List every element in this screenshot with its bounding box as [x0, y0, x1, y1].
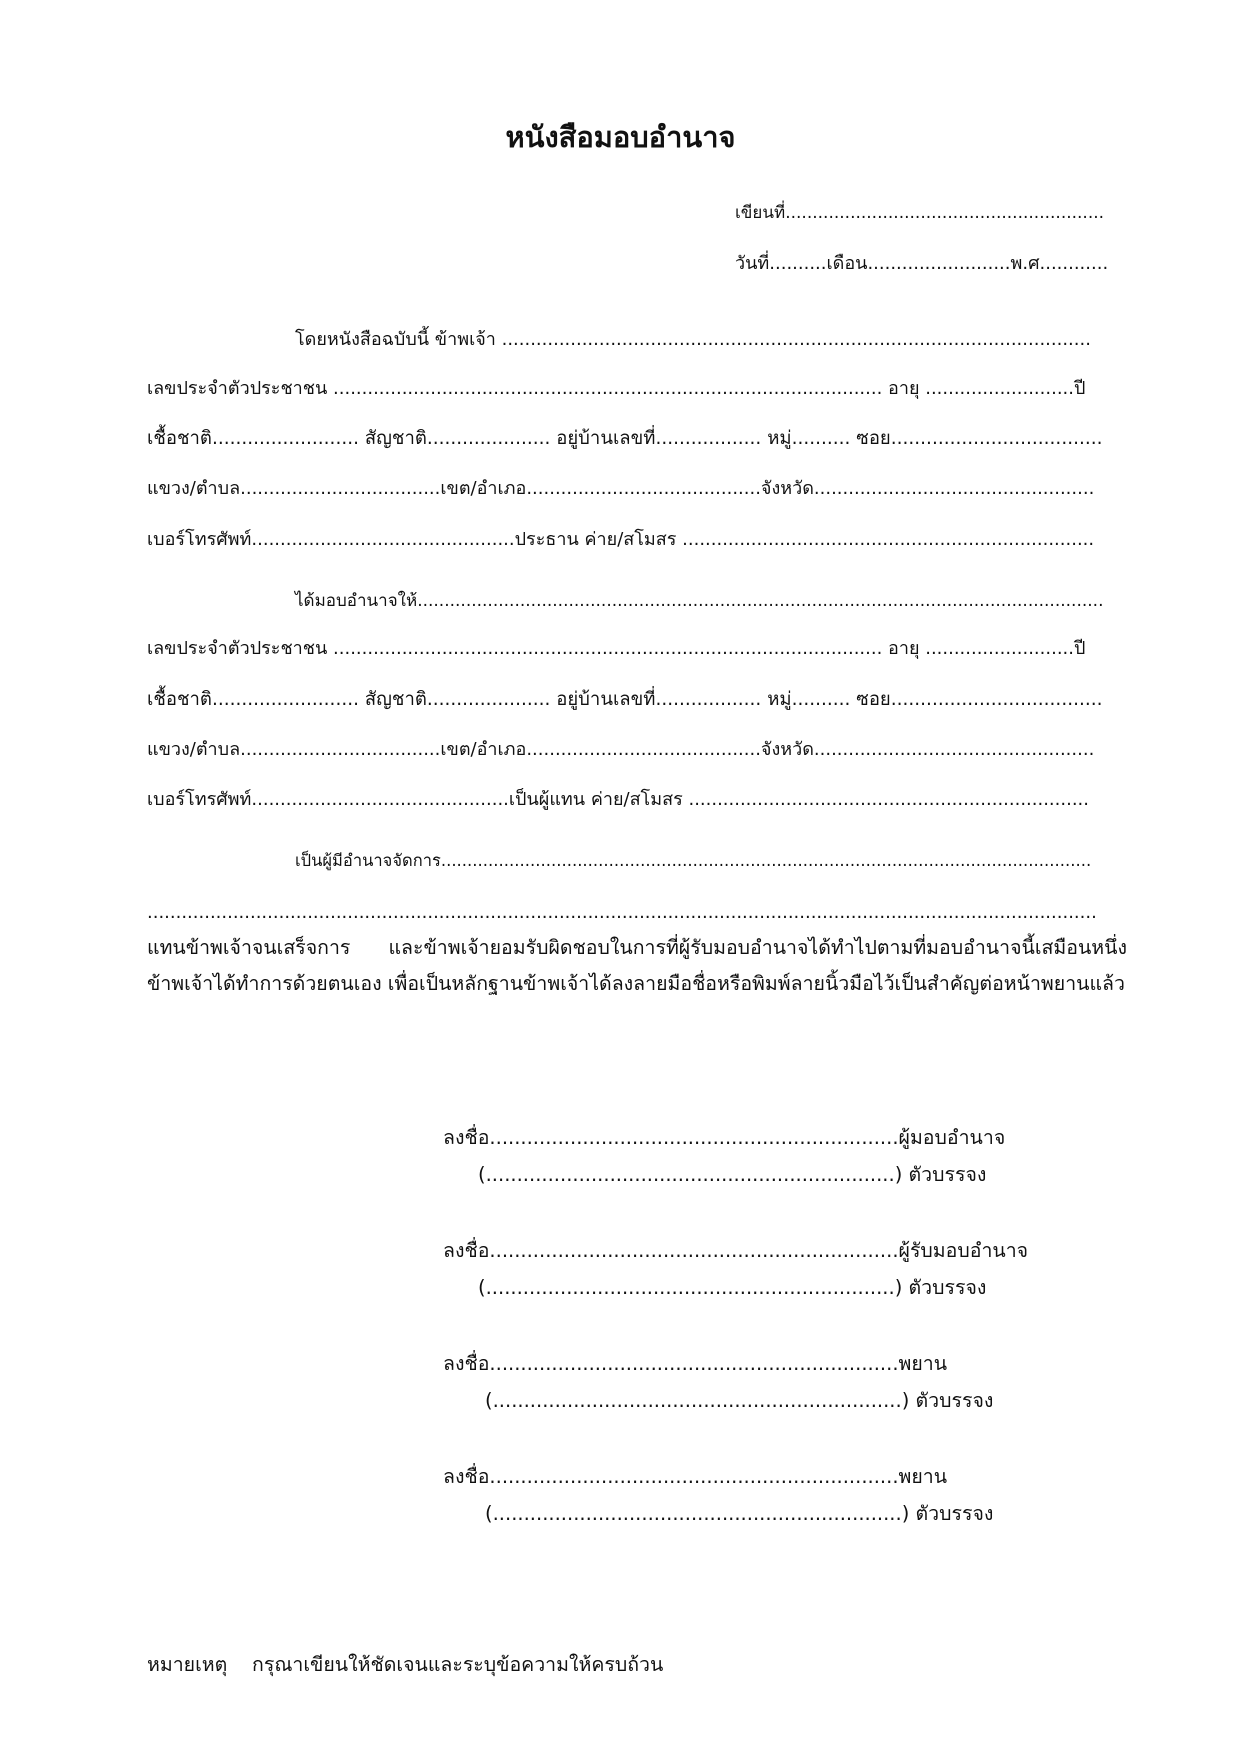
signature-line: ลงชื่อ..................................................................ผู้มอบอำนาจ [443, 1126, 1006, 1149]
grantor-intro-line: โดยหนังสือฉบับนี้ ข้าพเจ้า ....................................................................................................... [295, 329, 1091, 350]
grantor-ethnicity-line: เชื้อชาติ......................... สัญชาติ..................... อยู่บ้านเลขที่.................. หมู่.......... ซอย.................................... [147, 428, 1103, 449]
document-title: หนังสือมอบอำนาจ [505, 120, 736, 154]
printed-name-line: (..................................................................) ตัวบรรจง [485, 1389, 994, 1412]
authority-continuation-line: ...................................................................................................................................................................... [147, 902, 1097, 923]
footnote: หมายเหตุ กรุณาเขียนให้ชัดเจนและระบุข้อความให้ครบถ้วน [147, 1653, 664, 1676]
grantee-ethnicity-line: เชื้อชาติ......................... สัญชาติ..................... อยู่บ้านเลขที่.................. หมู่.......... ซอย.................................... [147, 689, 1103, 710]
signature-line: ลงชื่อ..................................................................พยาน [443, 1465, 948, 1488]
grantee-intro-line: ได้มอบอำนาจให้............................................................................................................................... [295, 591, 1104, 611]
signature-line: ลงชื่อ..................................................................ผู้รับมอบอำนาจ [443, 1239, 1029, 1262]
date-line: วันที่..........เดือน.........................พ.ศ............ [735, 253, 1109, 274]
statement-paragraph: แทนข้าพเจ้าจนเสร็จการ และข้าพเจ้ายอมรับผิดชอบในการที่ผู้รับมอบอำนาจได้ทำไปตามที่มอบอำนาจนี้เสมือนหนึ่งข้าพเจ้าได้ทำการด้วยตนเอง เพื่อเป็นหลักฐานข้าพเจ้าได้ลงลายมือชื่อหรือพิมพ์ลายนิ้วมือไว้เป็นสำคัญต่อหน้าพยานแล้ว [147, 936, 1127, 995]
grantee-phone-role-line: เบอร์โทรศัพท์.............................................เป็นผู้แทน ค่าย/สโมสร ...................................................................... [147, 789, 1089, 810]
grantor-phone-role-line: เบอร์โทรศัพท์..............................................ประธาน ค่าย/สโมสร ........................................................................ [147, 529, 1095, 550]
grantor-district-line: แขวง/ตำบล...................................เขต/อำเภอ.........................................จังหวัด................................................. [147, 478, 1095, 499]
written-at-line: เขียนที่........................................................... [735, 203, 1105, 223]
printed-name-line: (..................................................................) ตัวบรรจง [478, 1276, 987, 1299]
printed-name-line: (..................................................................) ตัวบรรจง [485, 1502, 994, 1525]
grantor-id-age-line: เลขประจำตัวประชาชน ................................................................................................ อายุ ..........................ปี [147, 378, 1086, 399]
authority-line: เป็นผู้มีอำนาจจัดการ............................................................................................................................ [295, 851, 1092, 870]
printed-name-line: (..................................................................) ตัวบรรจง [478, 1163, 987, 1186]
grantee-id-age-line: เลขประจำตัวประชาชน ................................................................................................ อายุ ..........................ปี [147, 638, 1086, 659]
grantee-district-line: แขวง/ตำบล...................................เขต/อำเภอ.........................................จังหวัด................................................. [147, 739, 1095, 760]
signature-line: ลงชื่อ..................................................................พยาน [443, 1352, 948, 1375]
